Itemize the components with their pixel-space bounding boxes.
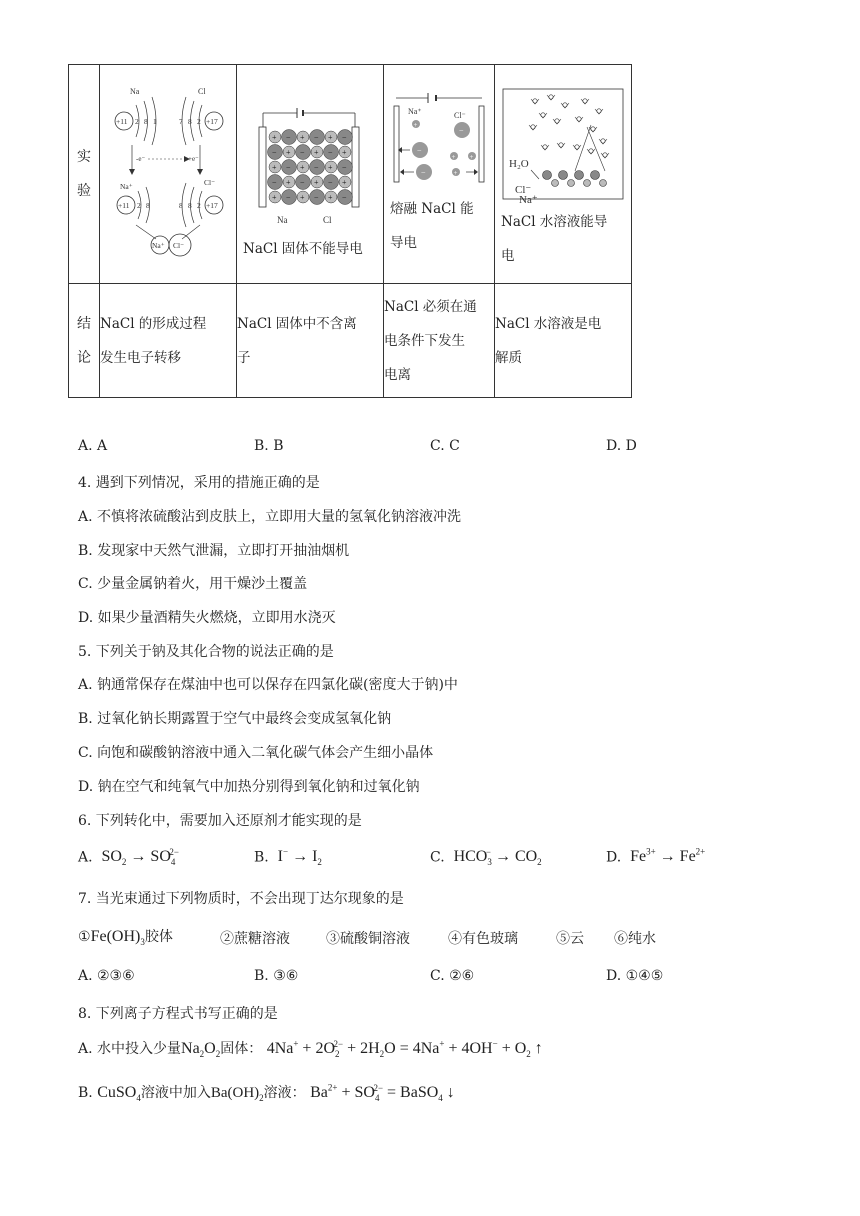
svg-text:1: 1 (153, 117, 157, 126)
svg-text:−: − (300, 178, 305, 187)
svg-text:+: + (286, 178, 291, 187)
svg-text:Cl: Cl (323, 215, 332, 225)
cell-aqueous-nacl (495, 65, 632, 284)
svg-text:+: + (272, 163, 277, 172)
svg-text:2: 2 (197, 201, 201, 210)
svg-text:−: − (417, 146, 422, 155)
cell-formation-diagram (100, 65, 237, 284)
svg-text:Na: Na (130, 87, 140, 96)
svg-text:+: + (451, 153, 456, 161)
q7-option-a[interactable]: A. ②③⑥ (78, 968, 135, 984)
svg-text:+: + (328, 193, 333, 202)
row-header-conclusion: 结论 (69, 284, 100, 398)
q6-option-c[interactable]: C. $HCO_3^- \to CO_2$ (430, 847, 542, 868)
svg-text:+: + (300, 163, 305, 172)
q3-option-c[interactable]: C. C (430, 438, 460, 454)
svg-text:H₂O: H₂O (509, 158, 529, 170)
q5-stem: 5. 下列关于钠及其化合物的说法正确的是 (78, 644, 334, 660)
q6-option-a[interactable]: A. $SO_2 \to SO_4^{2-}$ (78, 847, 179, 868)
q7-item-5: ⑤云 (556, 931, 584, 947)
svg-text:Cl⁻: Cl⁻ (204, 178, 216, 187)
svg-text:2: 2 (197, 117, 201, 126)
svg-text:Cl: Cl (198, 87, 206, 96)
svg-text:+: + (342, 178, 347, 187)
q4-option-b[interactable]: B. 发现家中天然气泄漏，立即打开抽油烟机 (78, 543, 350, 559)
svg-text:+: + (314, 148, 319, 157)
svg-text:−: − (342, 133, 347, 142)
aqueous-nacl-text: NaCl 水溶液能导 电 (501, 214, 608, 264)
solid-nacl-text: NaCl 固体不能导电 (243, 241, 363, 257)
q8-option-a[interactable]: A. 水中投入少量$Na_2O_2$固体： $4Na^+ + 2O_2^{2-} + 2H_2O = 4Na^+ + 4OH^- + O_2$ ↑ (78, 1038, 543, 1060)
molten-nacl-diagram (384, 88, 494, 188)
svg-text:+11: +11 (116, 117, 128, 126)
svg-text:Na: Na (277, 215, 288, 225)
cell-solid-nacl (237, 65, 384, 284)
svg-text:+e⁻: +e⁻ (188, 155, 199, 163)
q4-option-d[interactable]: D. 如果少量酒精失火燃烧，立即用水浇灭 (78, 610, 336, 626)
q6-stem: 6. 下列转化中，需要加入还原剂才能实现的是 (78, 813, 362, 829)
svg-text:+: + (272, 133, 277, 142)
svg-text:+: + (286, 148, 291, 157)
q3-option-d[interactable]: D. D (606, 438, 637, 454)
svg-text:+: + (413, 121, 418, 129)
q5-option-d[interactable]: D. 钠在空气和纯氧气中加热分别得到氧化钠和过氧化钠 (78, 779, 420, 795)
svg-text:+: + (469, 153, 474, 161)
q4-option-a[interactable]: A. 不慎将浓硫酸沾到皮肤上，立即用大量的氢氧化钠溶液冲洗 (78, 509, 462, 525)
q7-stem: 7. 当光束通过下列物质时，不会出现丁达尔现象的是 (78, 891, 404, 907)
q5-option-b[interactable]: B. 过氧化钠长期露置于空气中最终会变成氢氧化钠 (78, 711, 392, 727)
svg-text:8: 8 (188, 201, 192, 210)
q3-option-a[interactable]: A. A (78, 438, 108, 454)
svg-text:−: − (328, 178, 333, 187)
svg-text:+: + (314, 178, 319, 187)
svg-text:−: − (459, 126, 464, 135)
conclusion-2: NaCl 固体中不含离 子 (237, 284, 384, 398)
svg-text:2: 2 (137, 201, 141, 210)
q8-stem: 8. 下列离子方程式书写正确的是 (78, 1006, 278, 1022)
svg-text:2: 2 (135, 117, 139, 126)
q8-option-b[interactable]: B. CuSO$_4$溶液中加入$Ba(OH)_2$溶液： $Ba^{2+} + SO_4^{2-}$ = BaSO$_4$ ↓ (78, 1082, 455, 1104)
svg-text:−: − (272, 178, 277, 187)
svg-text:Cl⁻: Cl⁻ (454, 111, 466, 120)
svg-text:+17: +17 (206, 201, 218, 210)
aqueous-nacl-diagram (495, 75, 631, 205)
q7-option-c[interactable]: C. ②⑥ (430, 968, 475, 984)
q6-option-b[interactable]: B. $I^- \to I_2$ (254, 847, 322, 868)
svg-text:−: − (314, 193, 319, 202)
q7-option-b[interactable]: B. ③⑥ (254, 968, 299, 984)
svg-text:Cl⁻: Cl⁻ (515, 184, 532, 196)
svg-text:+17: +17 (206, 117, 218, 126)
svg-text:−: − (342, 163, 347, 172)
conclusion-1: NaCl 的形成过程 发生电子转移 (100, 284, 237, 398)
nacl-formation-diagram (100, 65, 236, 279)
svg-text:+: + (342, 148, 347, 157)
conclusion-3: NaCl 必须在通 电条件下发生 电离 (384, 284, 495, 398)
q3-option-b[interactable]: B. B (254, 438, 284, 454)
svg-text:−: − (286, 133, 291, 142)
q7-item-4: ④有色玻璃 (448, 931, 518, 947)
svg-text:+: + (328, 163, 333, 172)
q4-option-c[interactable]: C. 少量金属钠着火，用干燥沙土覆盖 (78, 576, 308, 592)
svg-text:+: + (453, 169, 458, 177)
svg-text:−: − (328, 148, 333, 157)
svg-text:−: − (342, 193, 347, 202)
q5-option-c[interactable]: C. 向饱和碳酸钠溶液中通入二氧化碳气体会产生细小晶体 (78, 745, 434, 761)
svg-text:−: − (286, 163, 291, 172)
q7-item-3: ③硫酸铜溶液 (326, 931, 410, 947)
svg-text:+: + (300, 133, 305, 142)
svg-text:+: + (300, 193, 305, 202)
svg-text:−: − (314, 163, 319, 172)
svg-text:Na⁺: Na⁺ (120, 182, 133, 191)
svg-text:8: 8 (146, 201, 150, 210)
svg-text:−: − (272, 148, 277, 157)
svg-text:+11: +11 (118, 201, 130, 210)
svg-text:−: − (286, 193, 291, 202)
q7-option-d[interactable]: D. ①④⑤ (606, 968, 664, 984)
svg-text:Na⁺: Na⁺ (408, 107, 422, 116)
svg-text:7: 7 (179, 117, 183, 126)
svg-text:Na⁺: Na⁺ (152, 241, 165, 250)
conclusion-4: NaCl 水溶液是电 解质 (495, 284, 632, 398)
q5-option-a[interactable]: A. 钠通常保存在煤油中也可以保存在四氯化碳(密度大于钠)中 (78, 677, 458, 693)
svg-text:8: 8 (188, 117, 192, 126)
cell-molten-nacl (384, 65, 495, 284)
svg-text:8: 8 (179, 201, 183, 210)
row-header-experiment: 实验 (69, 65, 100, 284)
svg-text:Cl⁻: Cl⁻ (173, 241, 185, 250)
molten-nacl-text: 熔融 NaCl 能 导电 (390, 201, 474, 251)
svg-text:−: − (421, 168, 426, 177)
experiment-table (68, 64, 632, 398)
svg-text:8: 8 (144, 117, 148, 126)
svg-text:−: − (314, 133, 319, 142)
q6-option-d[interactable]: D. $Fe^{3+} \to Fe^{2+}$ (606, 847, 706, 866)
q7-item-1: $①Fe(OH)_3$胶体 (78, 928, 173, 948)
svg-text:+: + (328, 133, 333, 142)
svg-text:Na⁺: Na⁺ (519, 194, 538, 205)
q7-item-6: ⑥纯水 (614, 931, 656, 947)
q7-item-2: ②蔗糖溶液 (220, 931, 290, 947)
svg-text:−: − (300, 148, 305, 157)
svg-text:+: + (272, 193, 277, 202)
svg-text:-e⁻: -e⁻ (136, 155, 146, 163)
solid-nacl-diagram (237, 99, 383, 229)
q4-stem: 4. 遇到下列情况，采用的措施正确的是 (78, 475, 320, 491)
